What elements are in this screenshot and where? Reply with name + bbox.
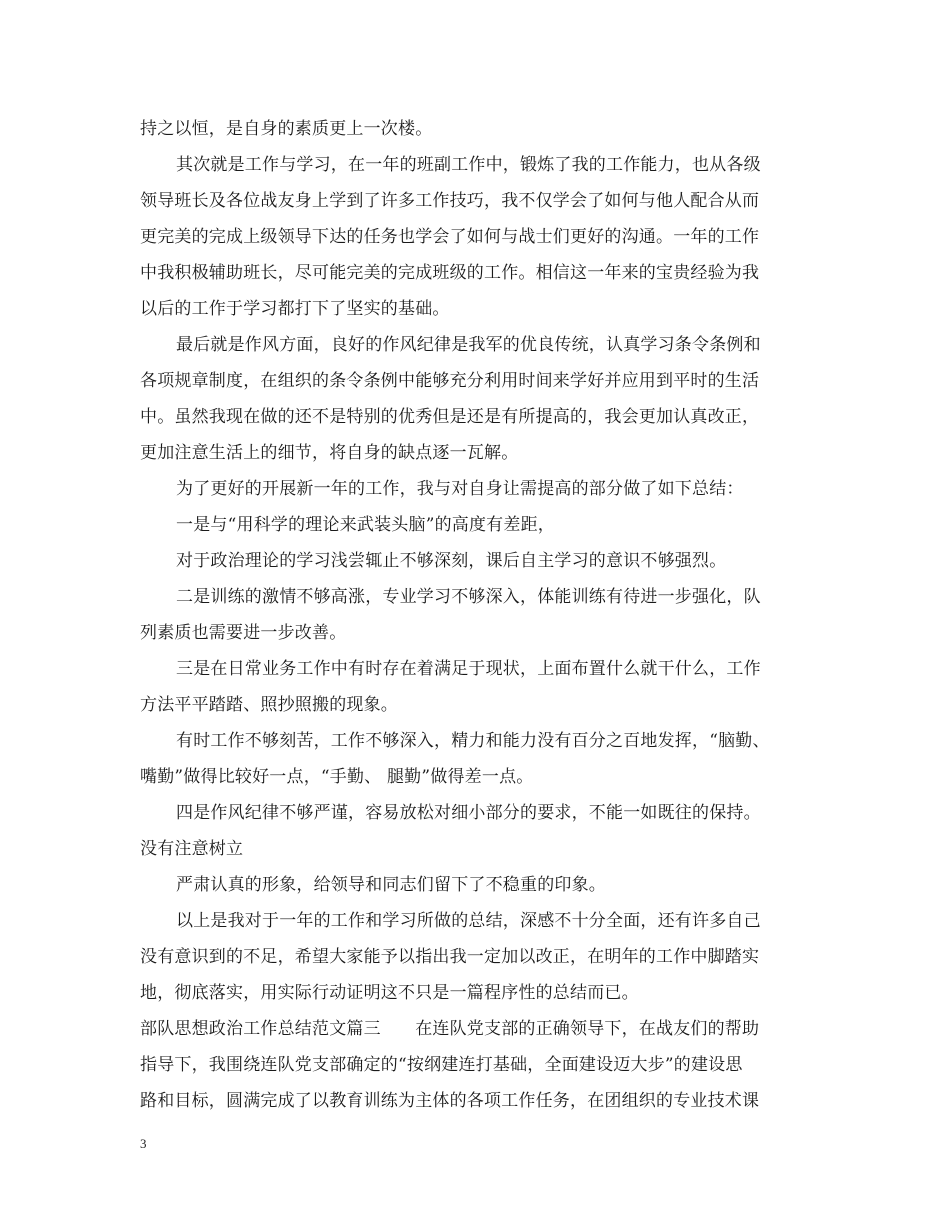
text-line: 三是在日常业务工作中有时存在着满足于现状，上面布置什么就干什么，工作 (176, 659, 761, 679)
text-line: 以后的工作于学习都打下了坚实的基础。 (140, 299, 450, 319)
text-line: 列素质也需要进一步改善。 (140, 623, 347, 643)
text-line: 各项规章制度，在组织的条令条例中能够充分利用时间来学好并应用到平时的生活 (140, 371, 760, 391)
text-line: 以上是我对于一年的工作和学习所做的总结，深感不十分全面，还有许多自己 (176, 911, 761, 931)
text-line: 没有注意树立 (140, 839, 244, 859)
text-line: 领导班长及各位战友身上学到了许多工作技巧，我不仅学会了如何与他人配合从而 (140, 191, 760, 211)
text-line: 四是作风纪律不够严谨，容易放松对细小部分的要求，不能一如既往的保持。 (176, 803, 761, 823)
text-line: 没有意识到的不足，希望大家能予以指出我一定加以改正，在明年的工作中脚踏实 (140, 947, 760, 967)
text-line: 对于政治理论的学习浅尝辄止不够深刻，课后自主学习的意识不够强烈。 (176, 551, 727, 571)
text-line: 一是与“用科学的理论来武装头脑”的高度有差距， (176, 515, 555, 535)
text-line: 中。虽然我现在做的还不是特别的优秀但是还是有所提高的，我会更加认真改正， (140, 407, 760, 427)
text-line: 有时工作不够刻苦，工作不够深入，精力和能力没有百分之百地发挥，“脑勤、 (176, 731, 770, 751)
text-line: 方法平平踏踏、照抄照搬的现象。 (140, 695, 398, 715)
text-line: 嘴勤”做得比较好一点，“手勤、 腿勤”做得差一点。 (140, 767, 534, 787)
text-line: 地，彻底落实，用实际行动证明这不只是一篇程序性的总结而已。 (140, 983, 639, 1003)
page-number: 3 (140, 1136, 147, 1151)
text-line: 严肃认真的形象，给领导和同志们留下了不稳重的印象。 (176, 875, 606, 895)
text-line: 二是训练的激情不够高涨，专业学习不够深入，体能训练有待进一步强化，队 (176, 587, 761, 607)
text-line: 指导下，我围绕连队党支部确定的“按纲建连打基础，全面建设迈大步”的建设思 (140, 1055, 743, 1075)
text-line: 路和目标，圆满完成了以教育训练为主体的各项工作任务，在团组织的专业技术课 (140, 1091, 760, 1111)
text-line: 为了更好的开展新一年的工作，我与对自身让需提高的部分做了如下总结： (176, 479, 744, 499)
text-line: 持之以恒，是自身的素质更上一次楼。 (140, 119, 433, 139)
text-line: 最后就是作风方面，良好的作风纪律是我军的优良传统，认真学习条令条例和 (176, 335, 761, 355)
text-line: 部队思想政治工作总结范文篇三 在连队党支部的正确领导下，在战友们的帮助 (140, 1019, 760, 1039)
text-line: 中我积极辅助班长，尽可能完美的完成班级的工作。相信这一年来的宝贵经验为我 (140, 263, 760, 283)
text-line: 更加注意生活上的细节，将自身的缺点逐一瓦解。 (140, 443, 519, 463)
text-line: 其次就是工作与学习，在一年的班副工作中，锻炼了我的工作能力，也从各级 (176, 155, 761, 175)
text-line: 更完美的完成上级领导下达的任务也学会了如何与战士们更好的沟通。一年的工作 (140, 227, 760, 247)
